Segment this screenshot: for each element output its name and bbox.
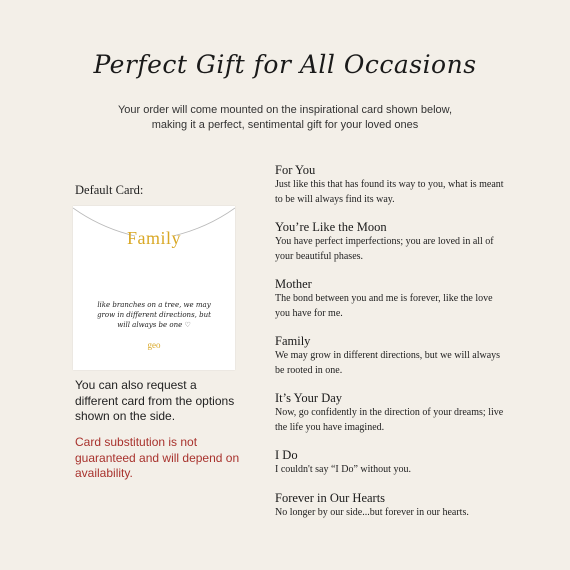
- option-description: The bond between you and me is forever, like the love you have for me.: [275, 293, 493, 319]
- default-card-image: [73, 206, 235, 370]
- subtitle-line-2: making it a perfect, sentimental gift for your loved ones: [151, 119, 419, 131]
- card-title: Family: [126, 228, 181, 248]
- option-item: [275, 276, 505, 321]
- option-title: Forever in Our Hearts: [275, 490, 386, 505]
- option-description: Now, go confidently in the direction of your dreams; live the life you have imagined.: [275, 407, 504, 433]
- option-description: I couldn't say “I Do” without you.: [275, 464, 411, 475]
- option-item: [275, 447, 505, 478]
- card-quote-line-3: [87, 320, 221, 330]
- page-title: Perfect Gift for All Occasions: [93, 50, 477, 79]
- option-title: For You: [275, 163, 316, 177]
- option-item: [275, 219, 505, 264]
- subtitle-line-1: Your order will come mounted on the inspirational card shown below,: [117, 104, 453, 116]
- card-quote-line-1: like branches on a tree, we may: [97, 301, 211, 309]
- card-brand: geo: [147, 340, 161, 350]
- heart-icon: ♡: [184, 321, 191, 329]
- option-item: [275, 490, 505, 521]
- card-quote: [87, 300, 221, 330]
- option-description: We may grow in different directions, but we will always be rooted in one.: [275, 350, 501, 376]
- card-quote-line-3-text: will always be one: [117, 321, 183, 329]
- card-options-list: [275, 162, 505, 532]
- option-item: [275, 162, 505, 207]
- option-title: I Do: [275, 448, 298, 462]
- option-description: Just like this that has found its way to you, what is meant to be will always find its way.: [275, 179, 504, 205]
- option-title: Mother: [275, 277, 312, 291]
- option-title: Family: [275, 334, 311, 348]
- option-title: It’s Your Day: [275, 391, 343, 405]
- substitution-warning: Card substitution is not guaranteed and will depend on availability.: [75, 435, 240, 480]
- default-card-label: Default Card:: [75, 183, 144, 197]
- option-description: No longer by our side...but forever in our hearts.: [275, 506, 469, 518]
- card-quote-line-2: grow in different directions, but: [97, 311, 211, 319]
- option-title: You’re Like the Moon: [275, 220, 387, 234]
- request-note: You can also request a different card from the options shown on the side.: [75, 378, 235, 423]
- option-description: You have perfect imperfections; you are loved in all of your beautiful phases.: [275, 236, 494, 262]
- option-item: [275, 333, 505, 378]
- option-item: [275, 390, 505, 435]
- page-subtitle: [0, 103, 570, 133]
